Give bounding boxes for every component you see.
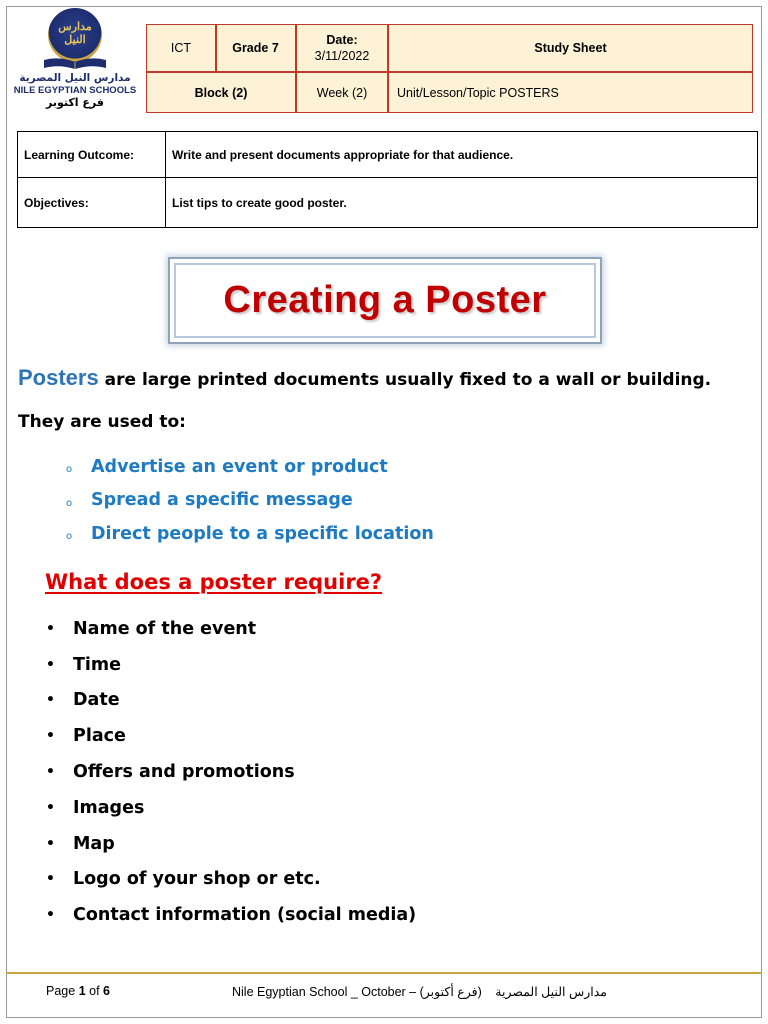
bullet-icon: • (46, 692, 55, 709)
bullet-icon: • (46, 728, 55, 745)
objectives-row (18, 178, 757, 227)
list-item (46, 683, 416, 719)
date-cell (297, 25, 387, 71)
circle-bullet-icon: o (66, 531, 73, 543)
footer-school (232, 984, 607, 999)
circle-bullet-icon: o (66, 464, 73, 476)
list-item (46, 862, 416, 898)
footer-divider (6, 972, 762, 974)
requirements-list (46, 611, 416, 933)
title-frame (168, 257, 602, 344)
circle-bullet-icon: o (66, 497, 73, 509)
logo-arabic-name: مدارس النيل المصرية (19, 72, 131, 84)
school-logo (8, 8, 142, 120)
subject-cell: ICT (170, 41, 192, 55)
page-current: 1 (78, 984, 86, 998)
requirement-text: Time (73, 654, 122, 675)
list-item (66, 450, 434, 484)
bullet-icon: • (46, 835, 55, 852)
requirement-text: Date (73, 690, 120, 711)
list-item (46, 754, 416, 790)
requirement-text: Logo of your shop or etc. (73, 869, 321, 890)
grade-cell: Grade 7 (232, 41, 279, 55)
outcome-table (17, 131, 758, 228)
date-label: Date: (326, 33, 358, 47)
requirement-text: Offers and promotions (73, 762, 295, 783)
header-table (146, 24, 753, 113)
open-book-icon (42, 56, 108, 70)
outcome-label: Learning Outcome: (18, 132, 166, 177)
use-text: Advertise an event or product (91, 456, 388, 477)
objectives-value: List tips to create good poster. (172, 195, 347, 210)
list-item (46, 826, 416, 862)
logo-emblem (40, 8, 110, 70)
bullet-icon: • (46, 764, 55, 781)
outcome-row (18, 132, 757, 178)
intro-rest: are large printed documents usually fixed to a wall or building. (98, 370, 712, 390)
page-number (46, 984, 110, 998)
list-item (46, 611, 416, 647)
page-word: Page (46, 984, 76, 998)
requirement-text: Place (73, 726, 126, 747)
list-item (46, 647, 416, 683)
requirement-text: Map (73, 833, 115, 854)
intro-highlight: Posters (18, 365, 99, 390)
requirement-text: Contact information (social media) (73, 905, 417, 926)
bullet-icon: • (46, 799, 55, 816)
use-text: Spread a specific message (91, 490, 353, 511)
requirement-text: Images (73, 797, 145, 818)
intro-sentence (18, 365, 758, 391)
list-item (46, 790, 416, 826)
logo-seal-text: مدارس النيل (58, 20, 92, 46)
list-item (46, 897, 416, 933)
objectives-label: Objectives: (18, 178, 166, 227)
page-total: 6 (103, 984, 110, 998)
outcome-value: Write and present documents appropriate for that audience. (172, 147, 514, 162)
page-title: Creating a Poster (223, 279, 547, 321)
uses-list (66, 450, 434, 551)
bullet-icon: • (46, 907, 55, 924)
list-item (66, 517, 434, 551)
bullet-icon: • (46, 620, 55, 637)
topic-cell: Unit/Lesson/Topic POSTERS (397, 85, 559, 100)
used-heading: They are used to: (18, 412, 186, 432)
block-cell: Block (2) (194, 85, 248, 100)
use-text: Direct people to a specific location (91, 523, 434, 544)
logo-english-name: NILE EGYPTIAN SCHOOLS (13, 85, 137, 96)
section-heading: What does a poster require? (45, 570, 383, 594)
bullet-icon: • (46, 656, 55, 673)
week-cell: Week (2) (316, 85, 368, 100)
footer-arabic-text: مدارس النيل المصرية (495, 985, 607, 999)
list-item (46, 718, 416, 754)
list-item (66, 484, 434, 518)
page-of: of (89, 984, 100, 998)
date-value: 3/11/2022 (314, 49, 370, 63)
logo-branch: فرع اكتوبر (46, 96, 104, 109)
sheet-type-cell: Study Sheet (534, 41, 607, 55)
bullet-icon: • (46, 871, 55, 888)
footer-school-text: Nile Egyptian School _ October – (فرع أكتوبر) (232, 985, 482, 999)
requirement-text: Name of the event (73, 618, 257, 639)
